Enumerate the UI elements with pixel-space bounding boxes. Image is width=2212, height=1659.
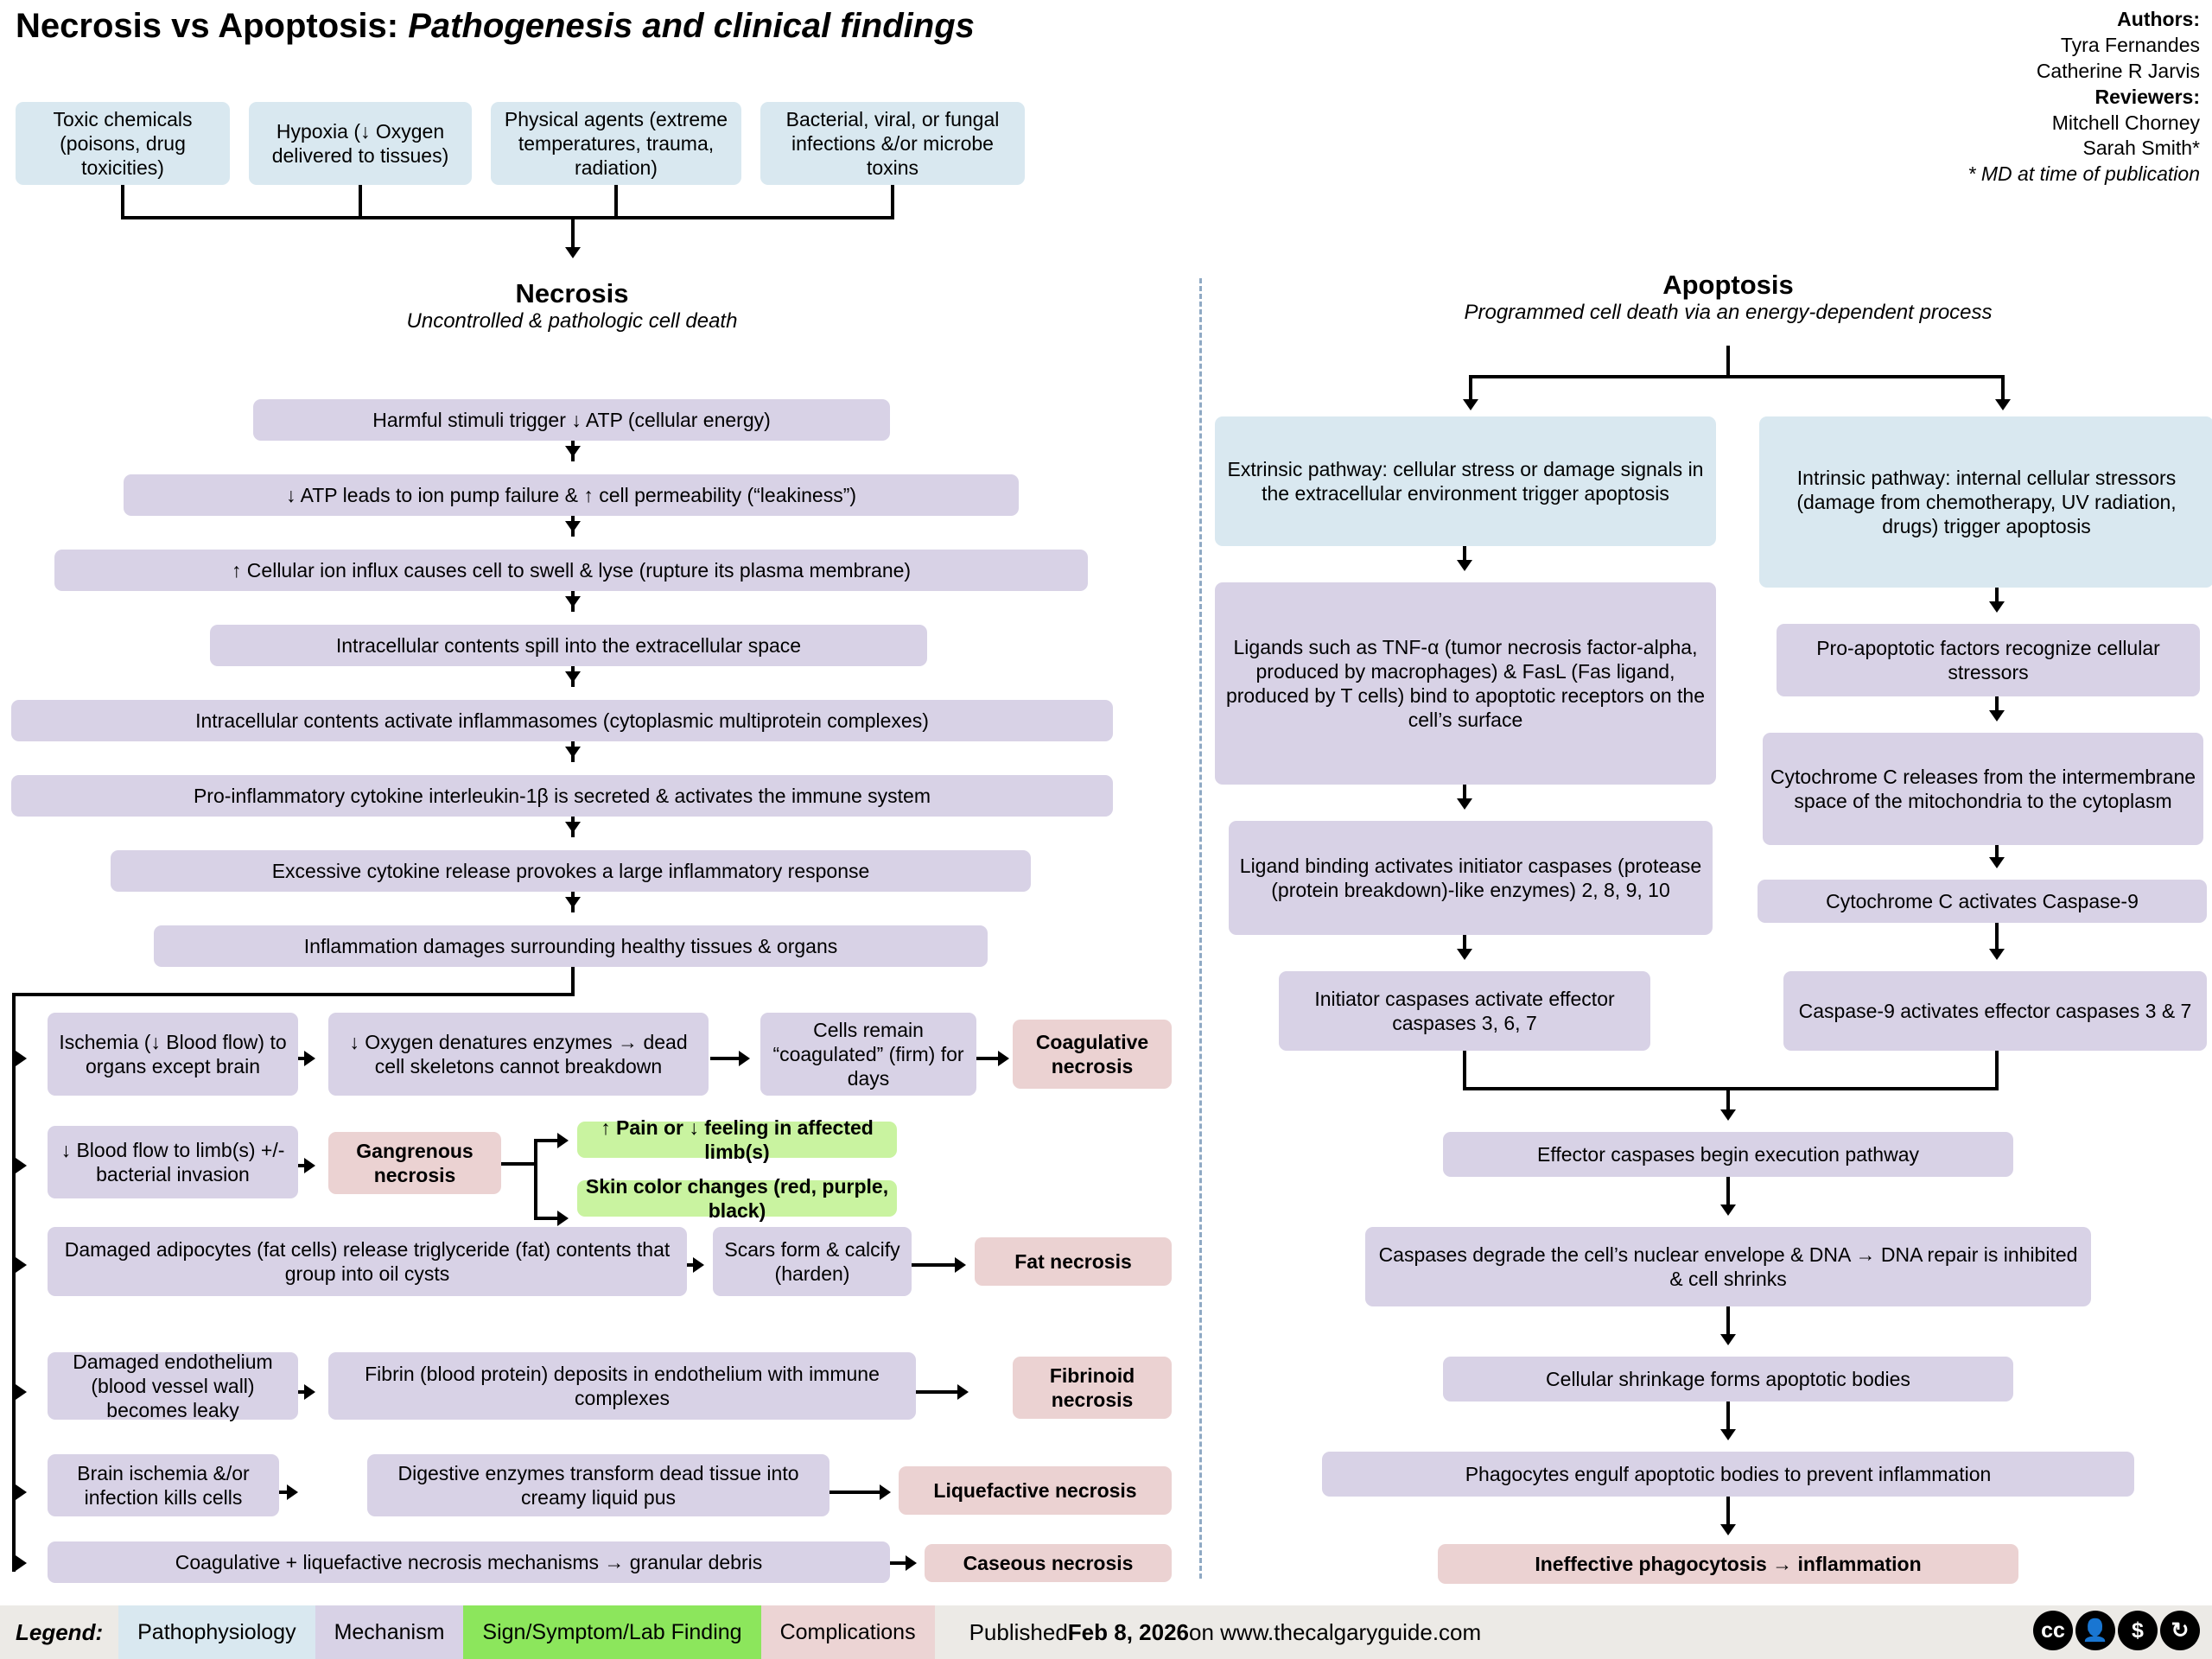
extrinsic-trigger: Extrinsic pathway: cellular stress or damage signals in the extracellular environment trigger apoptosis [1215, 416, 1716, 546]
line-c4 [1726, 1497, 1730, 1528]
line-c3 [1726, 1402, 1730, 1433]
intrinsic-step-1: Pro-apoptotic factors recognize cellular stressors [1777, 624, 2200, 696]
connector-cause4 [891, 185, 894, 218]
authors-label: Authors: [2117, 8, 2200, 30]
coagulative-mech: ↓ Oxygen denatures enzymes → dead cell skeletons cannot breakdown [328, 1013, 709, 1096]
line-merge-left [1463, 1051, 1466, 1090]
legend-item-sign-symptom: Sign/Symptom/Lab Finding [463, 1605, 760, 1659]
necrosis-subtitle: Uncontrolled & pathologic cell death [406, 309, 738, 333]
reviewer-2: Sarah Smith* [2082, 137, 2200, 160]
line-merge-bus [1463, 1087, 1999, 1090]
line-cas-1 [890, 1561, 909, 1565]
legend-item-complications: Complications [761, 1605, 935, 1659]
line-fib-1 [298, 1390, 310, 1394]
page-title-main: Necrosis vs Apoptosis: [16, 7, 399, 45]
creative-commons-badge[interactable] [2033, 1611, 2200, 1650]
arrow-in4 [1989, 949, 2005, 960]
arrow-in3 [1989, 857, 2005, 868]
arrow-row-fibrinoid [16, 1384, 27, 1400]
liquefactive-cause: Brain ischemia &/or infection kills cells [48, 1454, 279, 1516]
line-liq-2 [830, 1491, 883, 1494]
connector-cause3 [614, 185, 618, 218]
line-bus-down [571, 967, 575, 995]
arrow-ex3 [1457, 949, 1472, 960]
published-date: Feb 8, 2026 [1067, 1618, 1189, 1645]
necrosis-step-8: Inflammation damages surrounding healthy tissues & organs [154, 925, 988, 967]
author-2: Catherine R Jarvis [2036, 59, 2200, 82]
legend-label: Legend: [16, 1618, 104, 1645]
intrinsic-trigger: Intrinsic pathway: internal cellular stressors (damage from chemotherapy, UV radiation, drugs) trigger apoptosis [1759, 416, 2212, 588]
caseous-necrosis-complication: Caseous necrosis [925, 1544, 1172, 1582]
reviewers-label: Reviewers: [2094, 85, 2200, 108]
necrosis-step-1: Harmful stimuli trigger ↓ ATP (cellular energy) [253, 399, 890, 441]
arrow-merge [1720, 1109, 1736, 1121]
line-c2 [1726, 1306, 1730, 1338]
necrosis-step-4: Intracellular contents spill into the extracellular space [210, 625, 927, 666]
intrinsic-step-2: Cytochrome C releases from the intermembrane space of the mitochondria to the cytoplasm [1763, 733, 2203, 845]
fibrinoid-cause: Damaged endothelium (blood vessel wall) becomes leaky [48, 1352, 298, 1420]
necrosis-heading [346, 278, 798, 334]
arrow-n3 [565, 596, 581, 607]
arrow-row-coagulative [16, 1051, 27, 1066]
cause-box-toxic-chemicals: Toxic chemicals (poisons, drug toxicities) [16, 102, 230, 185]
arrow-c3 [1720, 1429, 1736, 1440]
arrow-c4 [1720, 1524, 1736, 1535]
caseous-mech: Coagulative + liquefactive necrosis mechanisms → granular debris [48, 1541, 890, 1583]
liquefactive-necrosis-complication: Liquefactive necrosis [899, 1466, 1172, 1515]
extrinsic-step-3: Initiator caspases activate effector caspases 3, 6, 7 [1279, 971, 1650, 1051]
cause-box-infections: Bacterial, viral, or fungal infections &/or microbe toxins [760, 102, 1025, 185]
line-gang-1 [298, 1164, 310, 1167]
fat-cause: Damaged adipocytes (fat cells) release triglyceride (fat) contents that group into oil cysts [48, 1227, 687, 1296]
arrow-n7 [565, 897, 581, 908]
arrow-row-liquefactive [16, 1484, 27, 1500]
line-apop-bus [1469, 375, 2005, 378]
cause-box-physical-agents: Physical agents (extreme temperatures, trauma, radiation) [491, 102, 741, 185]
line-gang-split [534, 1139, 537, 1220]
author-1: Tyra Fernandes [2060, 33, 2200, 56]
arrow-row-caseous [16, 1555, 27, 1571]
line-fib-2 [916, 1390, 961, 1394]
legend-item-mechanism: Mechanism [315, 1605, 464, 1659]
arrow-n4 [565, 671, 581, 683]
published-prefix: Published [969, 1618, 1068, 1645]
necrosis-step-6: Pro-inflammatory cytokine interleukin-1β is secreted & activates the immune system [11, 775, 1113, 817]
apoptosis-common-3: Cellular shrinkage forms apoptotic bodies [1443, 1357, 2013, 1402]
legend-item-pathophysiology: Pathophysiology [118, 1605, 315, 1659]
apoptosis-common-2: Caspases degrade the cell’s nuclear envelope & DNA → DNA repair is inhibited & cell shrinks [1365, 1227, 2091, 1306]
cc-sa-icon: ↻ [2160, 1611, 2200, 1650]
necrosis-step-3: ↑ Cellular ion influx causes cell to swell & lyse (rupture its plasma membrane) [54, 550, 1088, 591]
apoptosis-heading [1348, 270, 2108, 325]
coagulative-necrosis-complication: Coagulative necrosis [1013, 1020, 1172, 1089]
fat-mech: Scars form & calcify (harden) [713, 1227, 912, 1296]
line-apop-right [2001, 375, 2005, 401]
apoptosis-common-1: Effector caspases begin execution pathway [1443, 1132, 2013, 1177]
gangrenous-sign-skin-color: Skin color changes (red, purple, black) [577, 1180, 897, 1217]
line-coag-2 [710, 1057, 741, 1060]
arrow-in1 [1989, 601, 2005, 613]
arrow-row-fat [16, 1257, 27, 1273]
arrow-to-necrosis [565, 247, 581, 258]
line-merge-right [1995, 1051, 1999, 1090]
arrow-gang-sign2 [557, 1211, 569, 1226]
connector-cause2 [359, 185, 362, 218]
authors-footnote: * MD at time of publication [1967, 162, 2200, 186]
published-info [935, 1605, 1482, 1659]
arrow-in2 [1989, 710, 2005, 721]
apoptosis-common-4: Phagocytes engulf apoptotic bodies to prevent inflammation [1322, 1452, 2134, 1497]
page-title-sub: Pathogenesis and clinical findings [398, 7, 975, 45]
line-gang-2 [501, 1162, 537, 1166]
cause-box-hypoxia: Hypoxia (↓ Oxygen delivered to tissues) [249, 102, 472, 185]
reviewer-1: Mitchell Chorney [2051, 111, 2200, 134]
extrinsic-step-1: Ligands such as TNF-α (tumor necrosis factor-alpha, produced by macrophages) & FasL (Fas ligand, produced by T cells) bind to apoptotic receptors on the cell’s surface [1215, 582, 1716, 785]
page-title [16, 7, 975, 46]
arrow-extrinsic [1463, 399, 1478, 410]
column-divider [1199, 278, 1202, 1579]
apoptosis-complication: Ineffective phagocytosis → inflammation [1438, 1544, 2018, 1584]
legend-bar [0, 1605, 2212, 1659]
line-apop-down [1726, 346, 1730, 378]
line-fat-2 [912, 1263, 958, 1267]
line-c1 [1726, 1177, 1730, 1208]
line-fat-1 [687, 1263, 699, 1267]
necrosis-step-7: Excessive cytokine release provokes a large inflammatory response [111, 850, 1031, 892]
coagulative-result: Cells remain “coagulated” (firm) for days [760, 1013, 976, 1096]
line-coag-1 [298, 1057, 310, 1060]
gangrenous-necrosis-complication: Gangrenous necrosis [328, 1132, 501, 1194]
cc-by-icon: 👤 [2075, 1611, 2115, 1650]
line-bus-horizontal [12, 993, 575, 996]
arrow-gang-sign1 [557, 1133, 569, 1148]
apoptosis-title: Apoptosis [1662, 270, 1794, 300]
fat-necrosis-complication: Fat necrosis [975, 1237, 1172, 1286]
arrow-c1 [1720, 1205, 1736, 1216]
fibrinoid-mech: Fibrin (blood protein) deposits in endothelium with immune complexes [328, 1352, 916, 1420]
intrinsic-step-3: Cytochrome C activates Caspase-9 [1758, 880, 2207, 923]
arrow-ex1 [1457, 560, 1472, 571]
gangrenous-cause: ↓ Blood flow to limb(s) +/- bacterial invasion [48, 1126, 298, 1198]
authors-block [1968, 7, 2200, 188]
arrow-n6 [565, 822, 581, 833]
cc-nc-icon: $ [2118, 1611, 2158, 1650]
connector-cause-down [571, 216, 575, 249]
arrow-row-gangrenous [16, 1158, 27, 1173]
arrow-ex2 [1457, 798, 1472, 810]
published-suffix: on www.thecalgaryguide.com [1189, 1618, 1482, 1645]
arrow-n5 [565, 747, 581, 758]
intrinsic-step-4: Caspase-9 activates effector caspases 3 & 7 [1783, 971, 2207, 1051]
arrow-c2 [1720, 1334, 1736, 1345]
apoptosis-subtitle: Programmed cell death via an energy-dependent process [1464, 301, 1993, 324]
arrow-n2 [565, 521, 581, 532]
line-apop-left [1469, 375, 1472, 401]
line-liq-1 [279, 1491, 293, 1494]
necrosis-step-2: ↓ ATP leads to ion pump failure & ↑ cell permeability (“leakiness”) [124, 474, 1019, 516]
extrinsic-step-2: Ligand binding activates initiator caspases (protease (protein breakdown)-like enzymes) 2, 8, 9, 10 [1229, 821, 1713, 935]
connector-cause-bus [121, 216, 894, 219]
liquefactive-mech: Digestive enzymes transform dead tissue into creamy liquid pus [367, 1454, 830, 1516]
line-n1 [571, 441, 575, 461]
necrosis-title: Necrosis [515, 278, 629, 308]
necrosis-step-5: Intracellular contents activate inflammasomes (cytoplasmic multiprotein complexes) [11, 700, 1113, 741]
coagulative-cause: Ischemia (↓ Blood flow) to organs except brain [48, 1013, 298, 1096]
connector-cause1 [121, 185, 124, 218]
gangrenous-sign-pain: ↑ Pain or ↓ feeling in affected limb(s) [577, 1122, 897, 1158]
cc-icon: cc [2033, 1611, 2073, 1650]
arrow-intrinsic [1995, 399, 2011, 410]
fibrinoid-necrosis-complication: Fibrinoid necrosis [1013, 1357, 1172, 1419]
line-coag-3 [976, 1057, 1001, 1060]
